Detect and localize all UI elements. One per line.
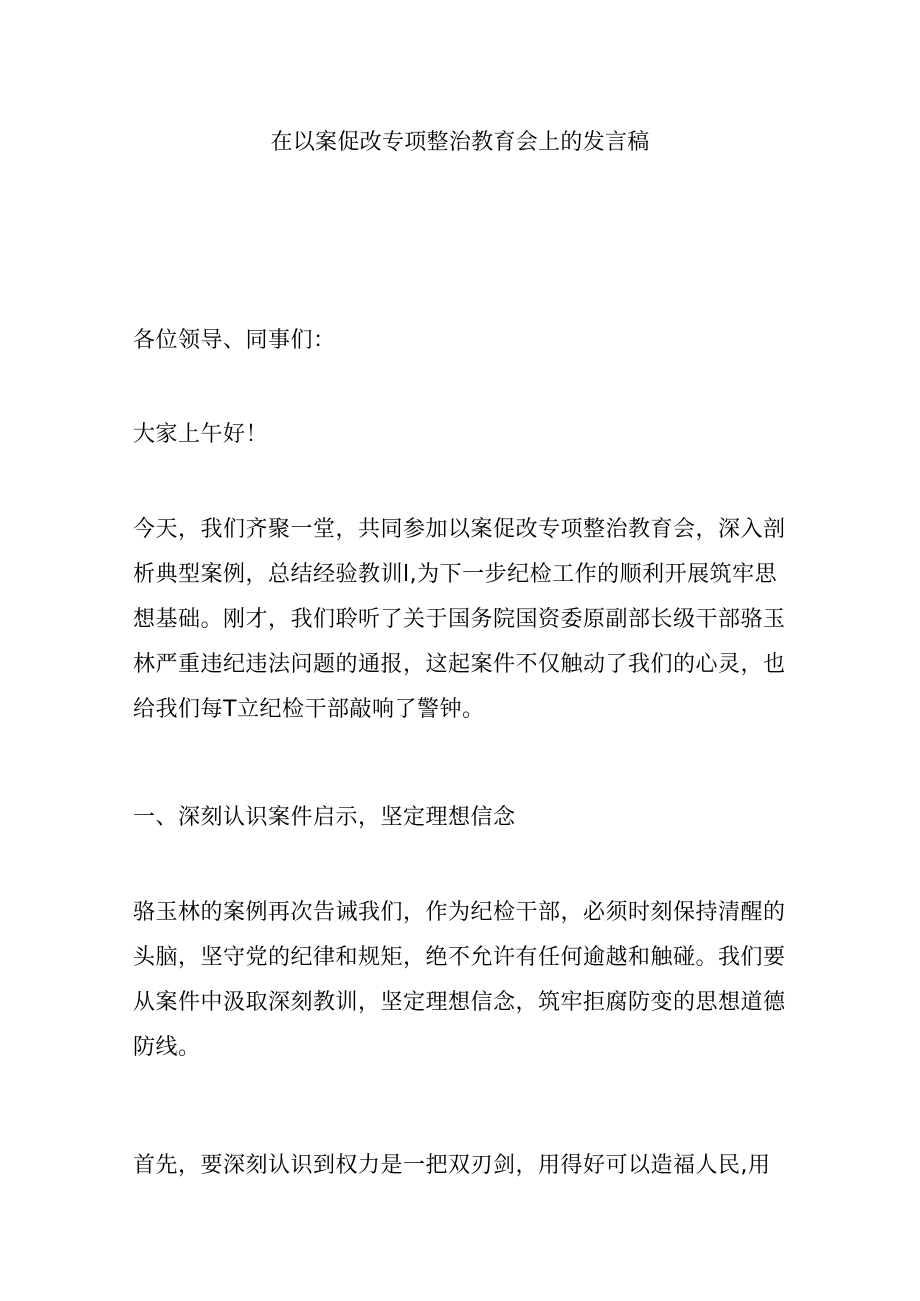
document-title: 在以案促改专项整治教育会上的发言稿	[270, 130, 650, 155]
body-paragraph-2: 首先，要深刻认识到权力是一把双刃剑，用得好可以造福人民,用	[133, 1153, 771, 1178]
body-paragraph-1: 骆玉林的案例再次告诫我们，作为纪检干部，必须时刻保持清醒的头脑，坚守党的纪律和规矩，绝不允许有任何逾越和触碰。我们要从案件中汲取深刻教训，坚定理想信念，筑牢拒腐防变的思想道德防线。	[133, 900, 786, 1060]
greeting-paragraph: 大家上午好！	[133, 422, 269, 447]
salutation-paragraph: 各位领导、同事们：	[133, 328, 336, 353]
intro-paragraph: 今天，我们齐聚一堂，共同参加以案促改专项整治教育会，深入剖析典型案例，总结经验教训l,为下一步纪检工作的顺利开展筑牢思想基础。刚才，我们聆听了关于国务院国资委原副部长级干部骆玉林严重违纪违法问题的通报，这起案件不仅触动了我们的心灵，也给我们每T立纪检干部敲响了警钟。	[133, 517, 786, 722]
section-heading-1: 一、深刻认识案件启示，坚定理想信念	[133, 805, 516, 830]
